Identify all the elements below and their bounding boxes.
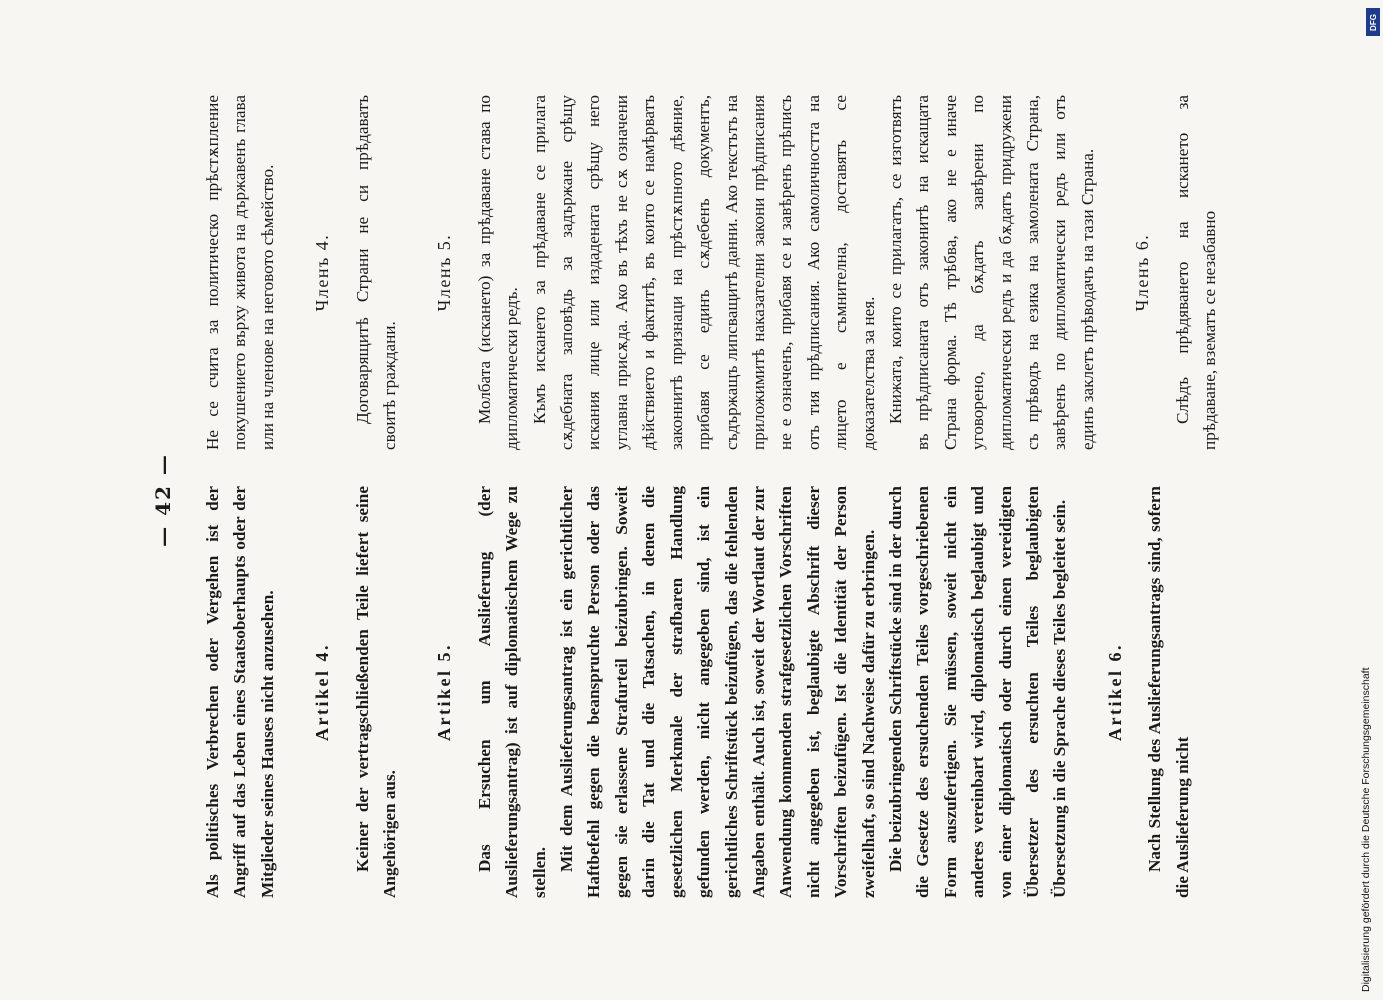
dfg-logo-text: DFG: [1368, 13, 1378, 31]
dfg-logo: [1366, 8, 1380, 36]
bulgarian-heading-article-6: Членъ 6.: [1132, 233, 1153, 312]
document-page: [141, 80, 1241, 920]
page-number: — 42 —: [151, 453, 175, 547]
bulgarian-heading-article-4: Членъ 4.: [312, 233, 333, 312]
german-paragraph-intro: Als politisches Verbrechen oder Vergehen ist der Angriff auf das Leben eines Staatsoberhaupts oder der Mitglieder seines Hauses nicht anzusehen.: [203, 486, 277, 898]
digitization-credit: Digitalisierung gefördert durch die Deutsche Forschungsgemeinschaft: [1360, 667, 1372, 992]
german-heading-article-6: Artikel 6.: [1104, 643, 1125, 741]
german-paragraph-article-5a: Das Ersuchen um Auslieferung (der Auslieferungsantrag) ist auf diplomatischem Wege zu stellen.: [474, 486, 549, 898]
german-heading-article-4: Artikel 4.: [312, 643, 333, 741]
bulgarian-paragraph-intro: Не се счита за политическо прѣстѫпление покушението върху живота на държавенъ глава или на членове на неговото сѣмейство.: [203, 95, 277, 450]
german-heading-article-5: Artikel 5.: [434, 643, 455, 741]
bulgarian-paragraph-article-5a: Молбата (искането) за прѣдаване става по дипломатически редъ.: [474, 95, 522, 450]
bulgarian-paragraph-article-4: Договарящитѣ Страни не си прѣдаватъ своитѣ граждани.: [352, 95, 400, 450]
german-paragraph-article-5c: Die beizubringenden Schriftstücke sind in der durch die Gesetze des ersuchenden Teiles vorgeschriebenen Form auszufertigen. Sie müssen, soweit nicht ein anderes vereinbart wird, diplomatisch beglaubigt und von einer diplomatisch oder durch einen vereidigten Übersetzer des ersuchten Teiles beglaubigten Übersetzung in die Sprache dieses Teiles begleitet sein.: [885, 486, 1070, 898]
german-paragraph-article-6: Nach Stellung des Auslieferungsantrags sind, sofern die Auslieferung nicht: [1145, 486, 1192, 898]
bulgarian-paragraph-article-5c: Книжата, които се прилагатъ, се изготвятъ въ прѣдписаната отъ законитѣ на искащата Страна форма. Тѣ трѣбва, ако не е иначе уговорено, да бѫдатъ завѣрени по дипломатически редъ и да бѫдатъ придружени съ прѣводъ на езика на замолената Страна, завѣренъ по дипломатически редъ или отъ единъ заклетъ прѣводачъ на тази Страна.: [885, 95, 1097, 450]
german-paragraph-article-5b: Mit dem Auslieferungsantrag ist ein gerichtlicher Haftbefehl gegen die beanspruchte Person oder das gegen sie erlassene Strafurteil beizubringen. Soweit darin die Tat und die Tatsachen, in denen die gesetzlichen Merkmale der strafbaren Handlung gefunden werden, nicht angegeben sind, ist ein gerichtliches Schriftstück beizufügen, das die fehlenden Angaben enthält. Auch ist, soweit der Wortlaut der zur Anwendung kommenden strafgesetzlichen Vorschriften nicht angegeben ist, beglaubigte Abschrift dieser Vorschriften beizufügen. Ist die Identität der Person zweifelhaft, so sind Nachweise dafür zu erbringen.: [557, 486, 878, 898]
bulgarian-paragraph-article-5b: Къмъ искането за прѣдаване се прилага сѫдебната заповѣдь за задържане срѣщу искания лице или издадената срѣщу него углавна присѫда. Ако въ тѣхъ не сѫ означени дѣйствието и фактитѣ, въ които се намѣрватъ законнитѣ признаци на прѣстѫпното дѣяние, прибавя се единъ сѫдебенъ документъ, съдържащъ липсващитѣ данни. Ако текстътъ на приложимитѣ наказателни закони прѣдписания не е означенъ, прибавя се и завѣренъ прѣписъ отъ тия прѣдписания. Ако самоличността на лицето е съмнителна, доставятъ се доказателства за нея.: [529, 95, 878, 450]
bulgarian-paragraph-article-6: Слѣдъ прѣдяването на искането за прѣдаване, взематъ се незабавно: [1172, 95, 1219, 450]
german-column: [199, 486, 1196, 898]
german-paragraph-article-4: Keiner der vertragschließenden Teile liefert seine Angehörigen aus.: [352, 486, 400, 898]
bulgarian-column: [199, 95, 1223, 450]
bulgarian-heading-article-5: Членъ 5.: [434, 233, 455, 312]
